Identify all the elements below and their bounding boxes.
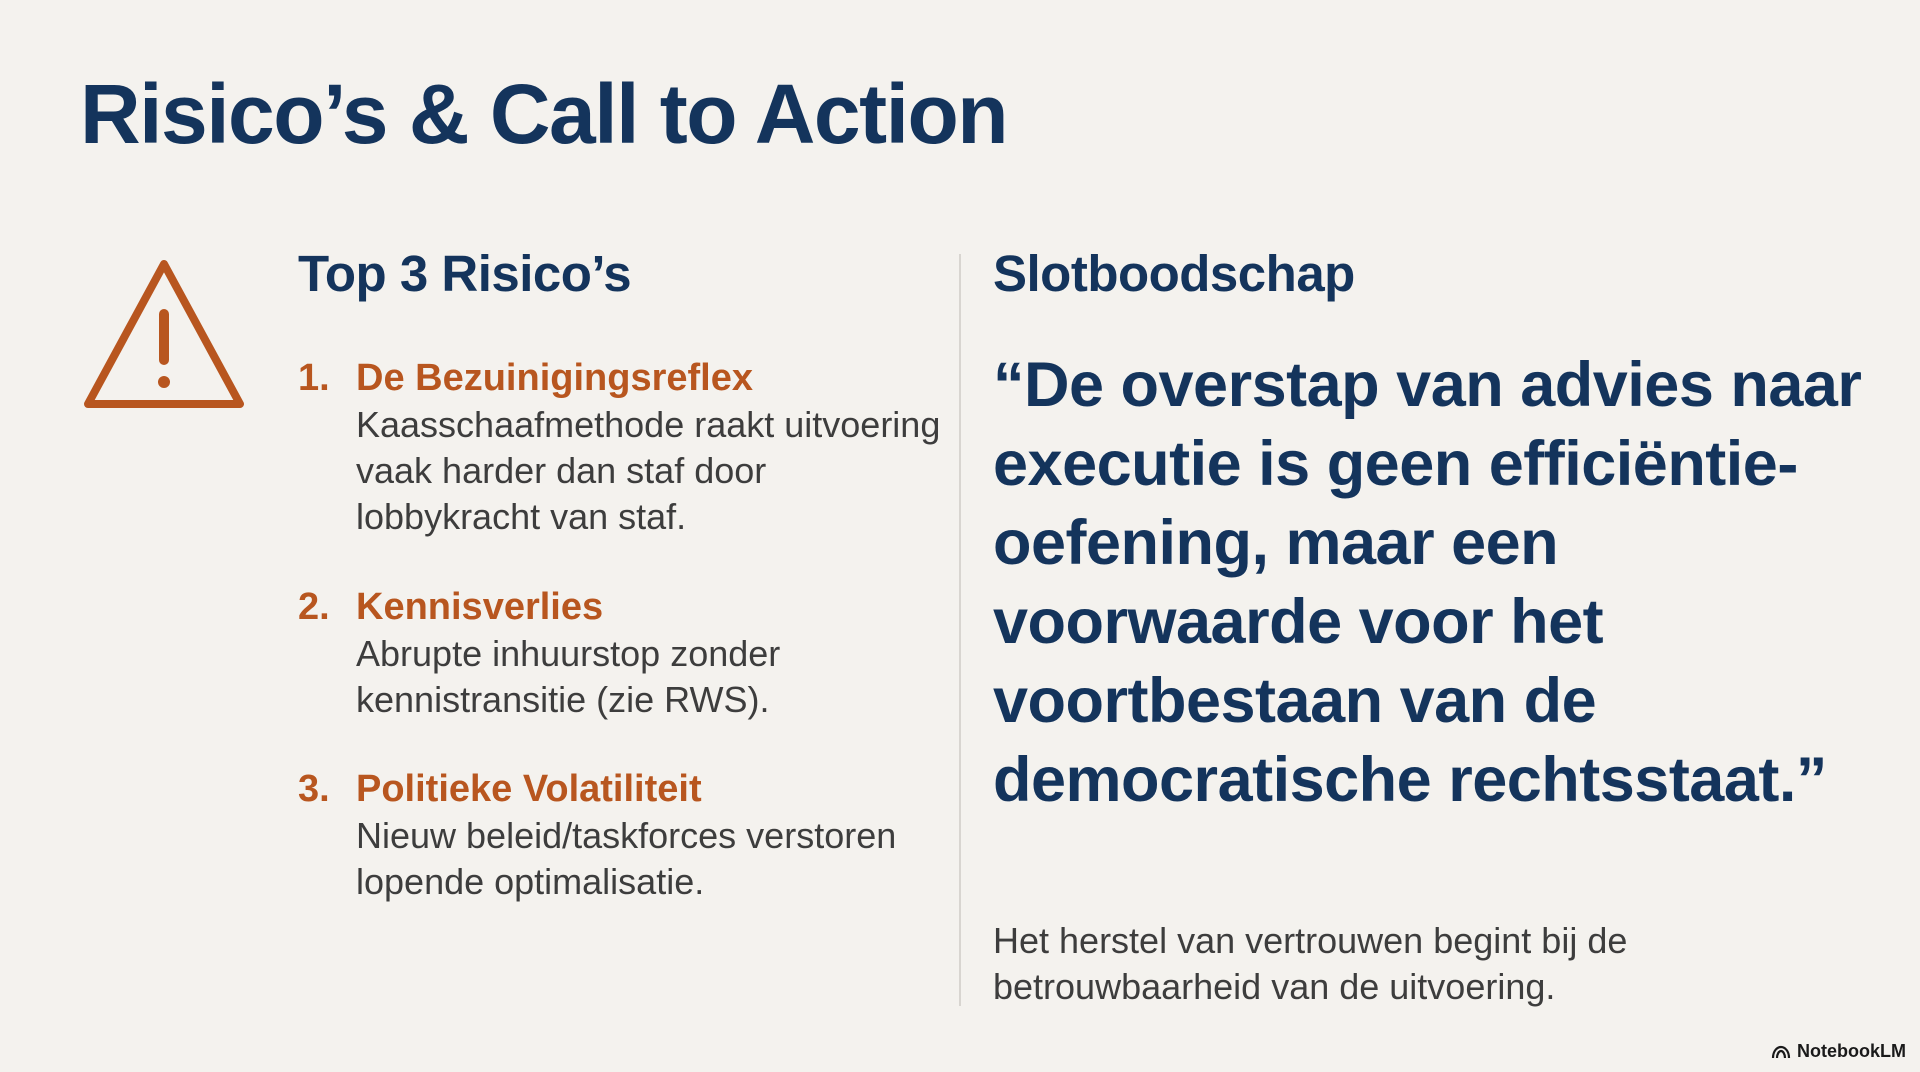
brand-label: NotebookLM <box>1797 1041 1906 1061</box>
risk-number: 3. <box>298 768 330 810</box>
risks-section <box>298 245 941 902</box>
notebooklm-logo-icon <box>1771 1045 1791 1059</box>
closing-quote: “De overstap van advies naar executie is geen efficiëntie-oefening, maar een voorwaarde voor het voortbestaan van de democratische rechtsstaat.” <box>993 350 1862 815</box>
closing-section <box>993 245 1863 1007</box>
risk-title: Kennisverlies <box>356 586 604 628</box>
risk-title: De Bezuinigingsreflex <box>356 357 753 399</box>
risk-number: 1. <box>298 357 330 399</box>
column-divider <box>959 254 961 1006</box>
notebooklm-brand <box>1771 1041 1906 1062</box>
closing-subtext: Het herstel van vertrouwen begint bij de betrouwbaarheid van de uitvoering. <box>993 920 1628 1007</box>
risk-description: Kaasschaafmethode raakt uitvoering vaak harder dan staf door lobbykracht van staf. <box>356 404 941 537</box>
risk-description: Abrupte inhuurstop zonder kennistransitie (zie RWS). <box>356 633 781 720</box>
risk-description: Nieuw beleid/taskforces verstoren lopende optimalisatie. <box>356 815 897 902</box>
risk-number: 2. <box>298 586 330 628</box>
slide-title: Risico’s & Call to Action <box>80 67 1008 161</box>
closing-heading: Slotboodschap <box>993 245 1355 302</box>
risk-title: Politieke Volatiliteit <box>356 768 702 810</box>
risks-heading: Top 3 Risico’s <box>298 245 632 302</box>
warning-triangle-icon <box>78 254 250 416</box>
